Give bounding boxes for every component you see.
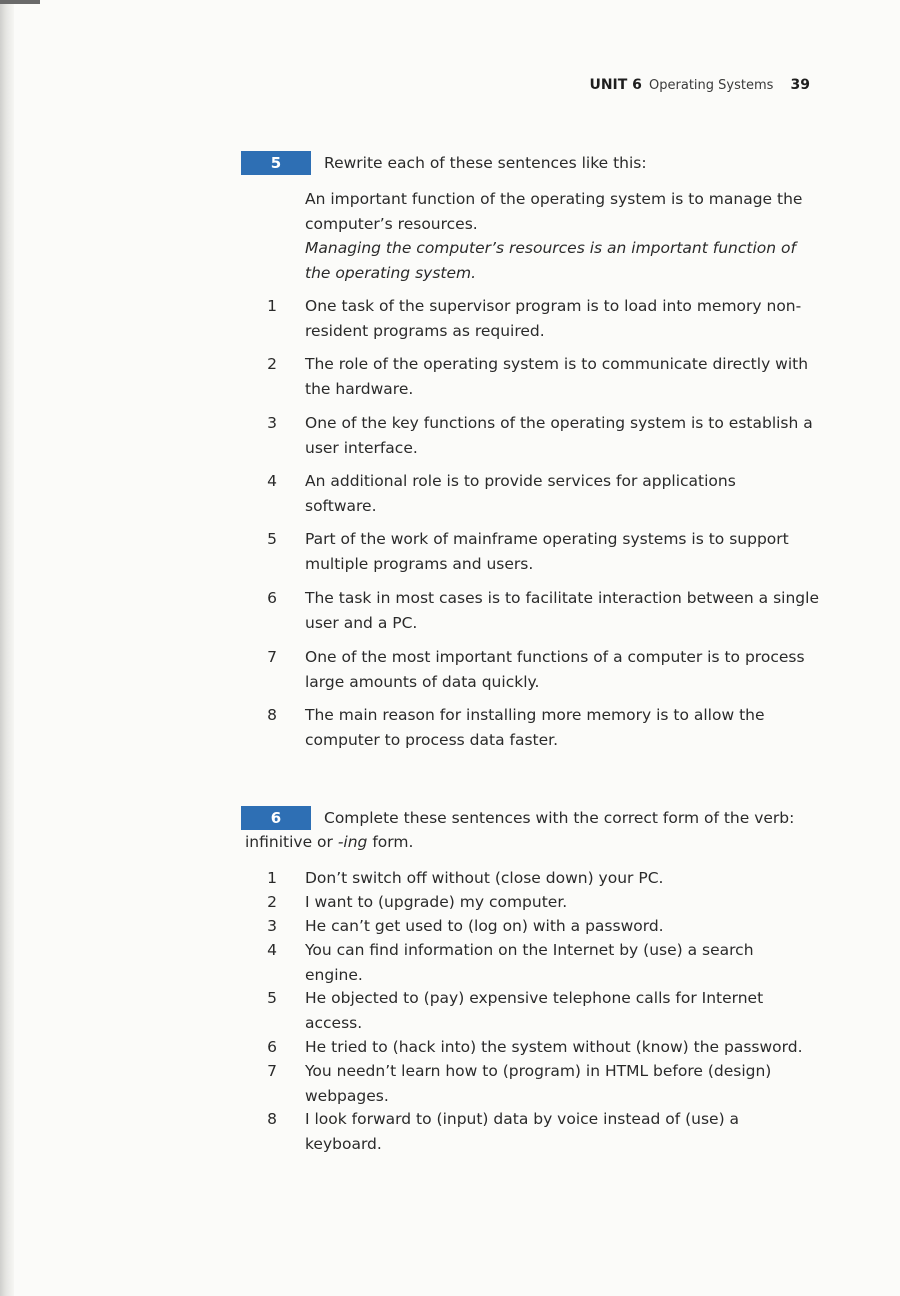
example-model-sentence: An important function of the operating system is to manage the computer’s resources. — [305, 190, 803, 233]
item-number: 5 — [267, 530, 277, 548]
item-text: An additional role is to provide services for applications software. — [305, 472, 736, 515]
instruction-text: form. — [367, 833, 414, 851]
item-text: He tried to (hack into) the system without (know) the password. — [305, 1038, 803, 1056]
item-text: Don’t switch off without (close down) your PC. — [305, 869, 664, 887]
instruction-emphasis: -ing — [337, 833, 368, 851]
item-number: 8 — [267, 1110, 277, 1128]
item-number: 3 — [267, 414, 277, 432]
item-number: 4 — [267, 941, 277, 959]
exercise-6-badge: 6 — [241, 806, 311, 830]
item-number: 2 — [267, 355, 277, 373]
item-number: 6 — [267, 1038, 277, 1056]
item-text: One of the key functions of the operating system is to establish a user interface. — [305, 414, 813, 457]
corner-mark — [0, 0, 40, 4]
unit-label: UNIT 6 — [589, 77, 642, 93]
running-head — [589, 74, 810, 93]
item-text: He objected to (pay) expensive telephone calls for Internet access. — [305, 989, 764, 1032]
item-text: I look forward to (input) data by voice instead of (use) a keyboard. — [305, 1110, 740, 1153]
exercise-5-badge: 5 — [241, 151, 311, 175]
instruction-text: infinitive or — [245, 833, 338, 851]
item-text: The role of the operating system is to communicate directly with the hardware. — [305, 355, 809, 398]
item-number: 2 — [267, 893, 277, 911]
example-answer-sentence: Managing the computer’s resources is an important function of the operating system. — [305, 239, 796, 282]
item-number: 6 — [267, 589, 277, 607]
item-number: 3 — [267, 917, 277, 935]
item-number: 7 — [267, 1062, 277, 1080]
exercise-5-instruction: Rewrite each of these sentences like this: — [324, 154, 647, 172]
item-number: 1 — [267, 297, 277, 315]
exercise-6-instruction: Complete these sentences with the correct form of the verb: — [324, 809, 795, 827]
item-text: The main reason for installing more memory is to allow the computer to process data faster. — [305, 706, 765, 749]
page-number: 39 — [790, 77, 810, 93]
exercise-6-instruction-cont — [245, 830, 413, 854]
page-binding-edge — [0, 0, 14, 1296]
item-text: One of the most important functions of a computer is to process large amounts of data quickly. — [305, 648, 805, 691]
item-number: 8 — [267, 706, 277, 724]
item-text: Part of the work of mainframe operating systems is to support multiple programs and users. — [305, 530, 789, 573]
item-text: I want to (upgrade) my computer. — [305, 893, 568, 911]
item-number: 1 — [267, 869, 277, 887]
item-text: He can’t get used to (log on) with a password. — [305, 917, 664, 935]
exercise-5-example — [305, 187, 815, 285]
item-text: The task in most cases is to facilitate interaction between a single user and a PC. — [305, 589, 819, 632]
item-number: 7 — [267, 648, 277, 666]
item-number: 4 — [267, 472, 277, 490]
unit-title: Operating Systems — [649, 78, 774, 93]
item-text: You can find information on the Internet by (use) a search engine. — [305, 941, 754, 984]
item-text: You needn’t learn how to (program) in HTML before (design) webpages. — [305, 1062, 772, 1105]
item-number: 5 — [267, 989, 277, 1007]
item-text: One task of the supervisor program is to load into memory non-resident programs as required. — [305, 297, 802, 340]
